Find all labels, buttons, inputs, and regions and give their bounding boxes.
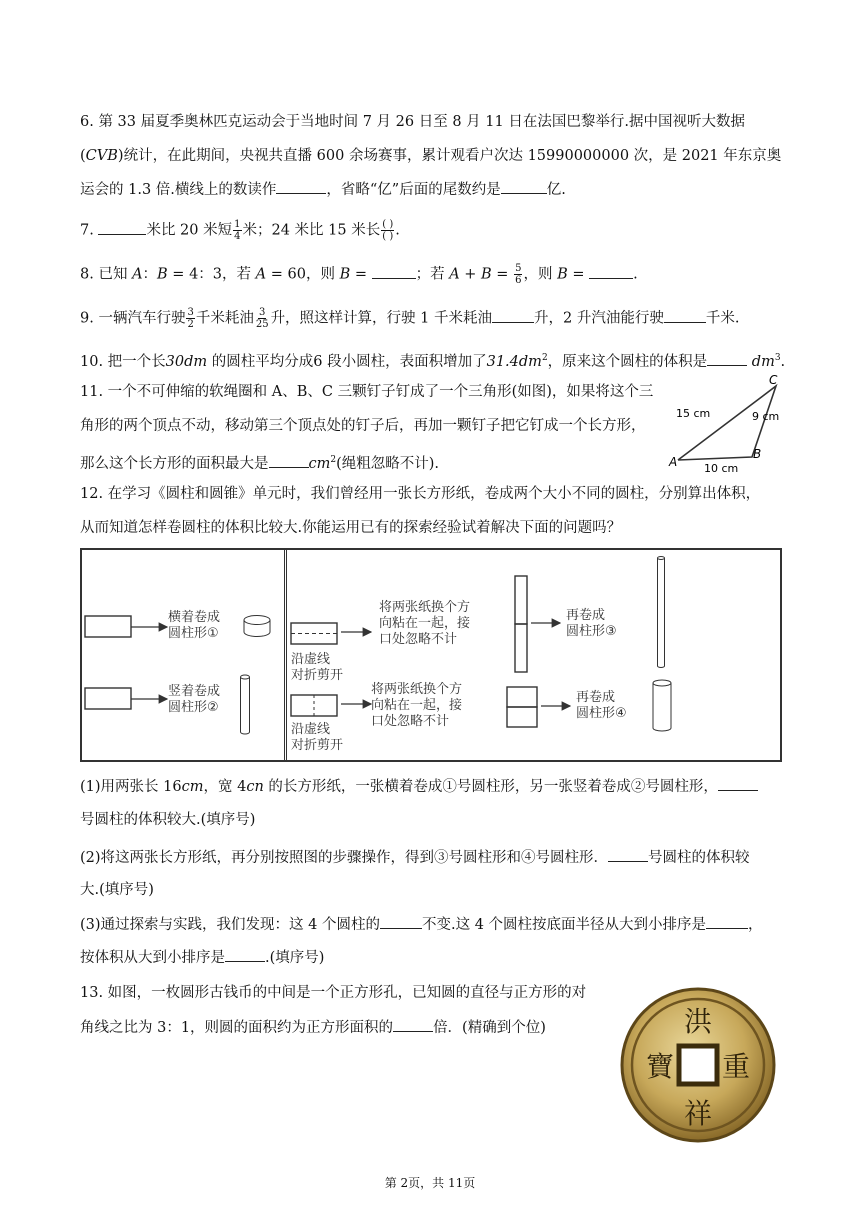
fig-label-fold-2b: 对折剪开 bbox=[291, 738, 344, 753]
fig-label-join-2a: 将两张纸换个方 bbox=[371, 682, 463, 697]
fig-label-join-2c: 口处忽略不计 bbox=[371, 714, 450, 729]
fig-label-join-1b: 向粘在一起，接 bbox=[379, 616, 471, 631]
answer-blank[interactable] bbox=[372, 264, 416, 279]
vertex-label-a: A bbox=[669, 455, 678, 469]
answer-blank[interactable] bbox=[608, 847, 648, 862]
vertex-label-c: C bbox=[769, 373, 778, 387]
ancient-coin-image bbox=[618, 985, 778, 1145]
fraction-answer[interactable]: $\frac{( )}{( )}$ bbox=[382, 219, 394, 242]
answer-blank[interactable] bbox=[501, 179, 547, 194]
q11-line-2: 角形的两个顶点不动，移动第三个顶点处的钉子后，再加一颗钉子把它钉成一个长方形， bbox=[80, 418, 646, 434]
answer-blank[interactable] bbox=[276, 179, 326, 194]
q12-line-2: 从而知道怎样卷圆柱的体积比较大.你能运用已有的探索经验试着解决下面的问题吗？ bbox=[80, 520, 622, 536]
q12-part-2-line-1: (2)将这两张长方形纸，再分别按照图的步骤操作，得到③号圆柱形和④号圆柱形． 号圆柱的体积较 bbox=[80, 847, 750, 868]
side-label-ac: 15 cm bbox=[676, 407, 711, 420]
answer-blank[interactable] bbox=[225, 947, 265, 962]
fig-label-fold-2a: 沿虚线 bbox=[291, 722, 331, 737]
side-label-bc: 9 cm bbox=[752, 410, 780, 423]
q11-line-3: 那么这个长方形的面积最大是 $cm^2$(绳粗忽略不计). bbox=[80, 450, 439, 474]
fig-label-roll-3b: 圆柱形③ bbox=[566, 624, 617, 639]
answer-blank[interactable] bbox=[664, 308, 706, 323]
answer-blank[interactable] bbox=[707, 351, 747, 366]
q8-line: 8. 已知 A：B = 4：3，若 A = 60，则 B = ；若 A + B = $\frac{5}{6}$ ，则 B = . bbox=[80, 263, 638, 286]
vertex-label-b: B bbox=[753, 447, 762, 461]
side-label-ab: 10 cm bbox=[704, 462, 739, 475]
fig-label-horizontal-1: 横着卷成 bbox=[168, 610, 221, 625]
q13-line-1: 13. 如图，一枚圆形古钱币的中间是一个正方形孔，已知圆的直径与正方形的对 bbox=[80, 985, 587, 1001]
q12-part-1-line-2: 号圆柱的体积较大.(填序号) bbox=[80, 812, 256, 828]
answer-blank[interactable] bbox=[98, 220, 146, 235]
answer-blank[interactable] bbox=[492, 308, 534, 323]
q12-part-3-line-2: 按体积从大到小排序是 .(填序号) bbox=[80, 947, 324, 968]
coin-char-bottom: 祥 bbox=[683, 1097, 713, 1130]
q6-line-1: 6. 第 33 届夏季奥林匹克运动会于当地时间 7 月 26 日至 8 月 11 日在法国巴黎举行.据中国视听大数据 bbox=[80, 114, 745, 130]
q11-line-1: 11. 一个不可伸缩的软绳圈和 A、B、C 三颗钉子钉成了一个三角形(如图)，如果将这个三 bbox=[80, 384, 654, 400]
fig-label-roll-4b: 圆柱形④ bbox=[576, 706, 627, 721]
fig-label-fold-1a: 沿虚线 bbox=[291, 652, 331, 667]
fig-label-join-1a: 将两张纸换个方 bbox=[379, 600, 471, 615]
answer-blank[interactable] bbox=[393, 1017, 433, 1032]
coin-char-right: 重 bbox=[721, 1050, 751, 1083]
fig-label-roll-4a: 再卷成 bbox=[576, 690, 616, 705]
triangle-figure bbox=[666, 372, 786, 476]
answer-blank[interactable] bbox=[718, 776, 758, 791]
fraction: $\frac{1}{4}$ bbox=[234, 219, 241, 242]
fig-label-vertical-2: 圆柱形② bbox=[168, 700, 219, 715]
fig-label-vertical-1: 竖着卷成 bbox=[168, 684, 221, 699]
answer-blank[interactable] bbox=[380, 914, 422, 929]
fig-label-fold-1b: 对折剪开 bbox=[291, 668, 344, 683]
q12-part-2-line-2: 大.(填序号) bbox=[80, 882, 154, 898]
fig-label-join-1c: 口处忽略不计 bbox=[379, 632, 458, 647]
q6-line-3: 运会的 1.3 倍.横线上的数读作 ，省略“亿”后面的尾数约是 亿. bbox=[80, 179, 566, 200]
coin-char-left: 寶 bbox=[645, 1050, 675, 1083]
fraction: $\frac{5}{6}$ bbox=[515, 263, 522, 286]
fraction: $\frac{3}{2}$ bbox=[187, 307, 194, 330]
cylinder-figure bbox=[80, 548, 782, 762]
answer-blank[interactable] bbox=[589, 264, 633, 279]
answer-blank[interactable] bbox=[269, 453, 309, 468]
fig-label-horizontal-2: 圆柱形① bbox=[168, 626, 219, 641]
fig-label-join-2b: 向粘在一起，接 bbox=[371, 698, 463, 713]
q12-line-1: 12. 在学习《圆柱和圆锥》单元时，我们曾经用一张长方形纸，卷成两个大小不同的圆柱，分别算出体积， bbox=[80, 486, 761, 502]
q12-part-1-line-1: (1)用两张长 16cm，宽 4cn 的长方形纸，一张横着卷成①号圆柱形，另一张竖着卷成②号圆柱形， bbox=[80, 776, 758, 797]
q13-line-2: 角线之比为 3：1，则圆的面积约为正方形面积的 倍．(精确到个位) bbox=[80, 1017, 546, 1038]
q7-line: 7. 米比 20 米短 $\frac{1}{4}$ 米；24 米比 15 米长 $\frac{( )}{( )}$ . bbox=[80, 219, 400, 242]
q9-line: 9. 一辆汽车行驶 $\frac{3}{2}$ 千米耗油 $\frac{3}{25}$ 升，照这样计算，行驶 1 千米耗油 升，2 升汽油能行驶 千米. bbox=[80, 307, 740, 330]
answer-blank[interactable] bbox=[706, 914, 748, 929]
fraction: $\frac{3}{25}$ bbox=[255, 307, 269, 330]
coin-char-top: 洪 bbox=[683, 1005, 713, 1038]
q10-line: 10. 把一个长30dm 的圆柱平均分成6 段小圆柱，表面积增加了$31.4dm^2$，原来这个圆柱的体积是 $dm^3$. bbox=[80, 348, 785, 372]
page-footer: 第 2页，共 11页 bbox=[384, 1176, 476, 1190]
q12-part-3-line-1: (3)通过探索与实践，我们发现：这 4 个圆柱的 不变.这 4 个圆柱按底面半径从大到小排序是 ， bbox=[80, 914, 763, 935]
q6-line-2: (CVB)统计，在此期间，央视共直播 600 余场赛事，累计观看户次达 15990000000 次，是 2021 年东京奥 bbox=[80, 148, 782, 164]
fig-label-roll-3a: 再卷成 bbox=[566, 608, 606, 623]
